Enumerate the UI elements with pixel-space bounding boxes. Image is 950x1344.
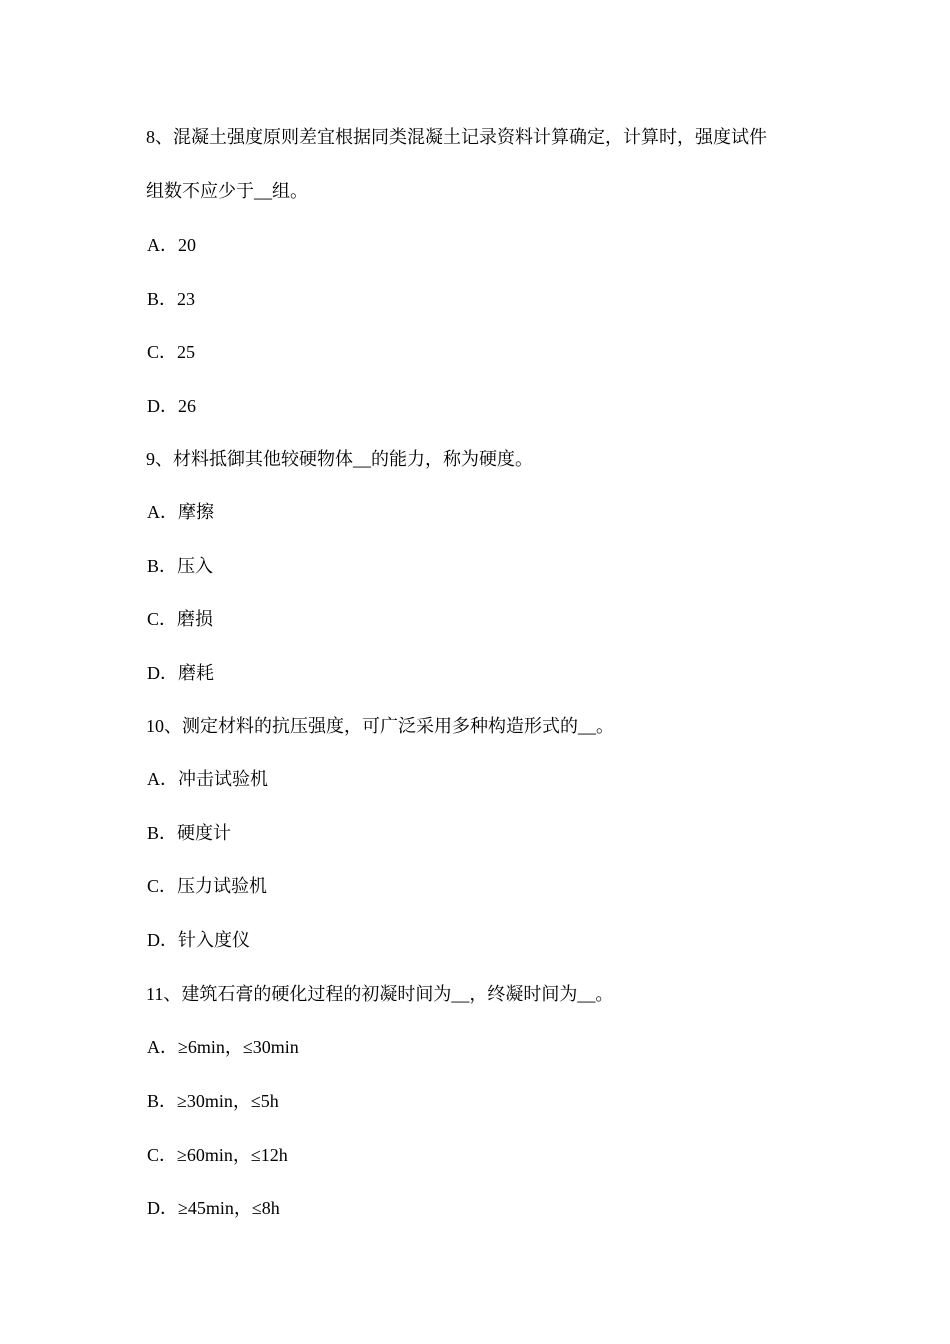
question-9-option-a: A．摩擦	[147, 502, 214, 522]
question-9-stem: 9、材料抵御其他较硬物体__的能力，称为硬度。	[146, 449, 533, 469]
question-10-option-a: A．冲击试验机	[147, 769, 268, 789]
question-11-option-a: A．≥6min，≤30min	[147, 1037, 299, 1057]
question-10-option-b: B．硬度计	[147, 823, 232, 843]
question-10-option-d: D．针入度仪	[147, 930, 250, 950]
question-11-option-d: D．≥45min，≤8h	[147, 1198, 280, 1218]
question-10-option-c: C．压力试验机	[147, 876, 268, 896]
question-11-stem: 11、建筑石膏的硬化过程的初凝时间为__，终凝时间为__。	[146, 984, 614, 1004]
question-9-option-c: C．磨损	[147, 609, 214, 629]
question-11-option-c: C．≥60min，≤12h	[147, 1145, 288, 1165]
question-8-option-c: C．25	[147, 342, 196, 362]
question-8-option-d: D．26	[147, 396, 196, 416]
question-8-option-b: B．23	[147, 289, 196, 309]
question-8-option-a: A．20	[147, 235, 196, 255]
question-8-stem-line-1: 8、混凝土强度原则差宜根据同类混凝土记录资料计算确定，计算时，强度试件	[146, 127, 767, 147]
question-10-stem: 10、测定材料的抗压强度，可广泛采用多种构造形式的__。	[146, 716, 614, 736]
question-11-option-b: B．≥30min，≤5h	[147, 1091, 279, 1111]
question-9-option-b: B．压入	[147, 556, 214, 576]
question-8-stem-line-2: 组数不应少于__组。	[146, 181, 308, 201]
question-9-option-d: D．磨耗	[147, 663, 214, 683]
